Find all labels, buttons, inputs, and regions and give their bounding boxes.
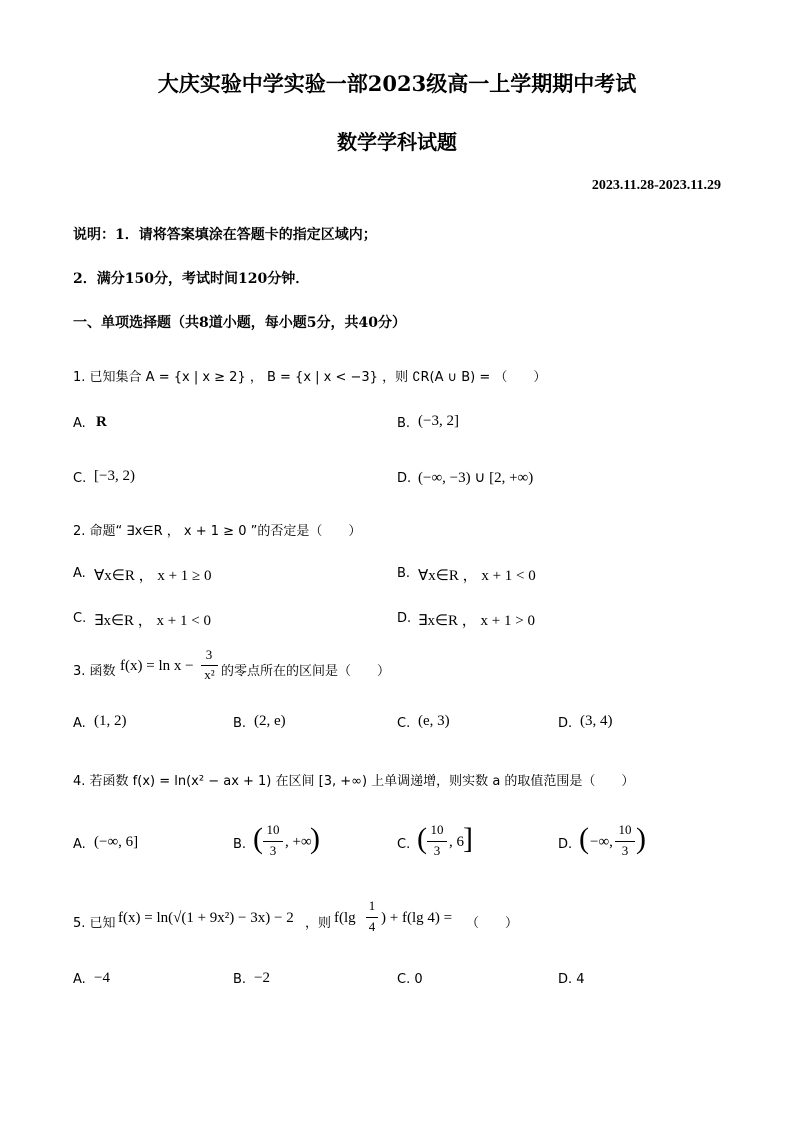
q2-option-b-label: B. — [397, 566, 411, 581]
question-5-mid: ，则 — [305, 916, 332, 931]
note-line-1: 说明：1．请将答案填涂在答题卡的指定区域内； — [73, 227, 377, 243]
q5-option-d: D. 4 — [558, 972, 585, 987]
question-3-prefix: 3. 函数 — [73, 664, 116, 679]
q4-option-c-den: 3 — [433, 843, 441, 858]
q4-option-c-label: C. — [397, 837, 411, 852]
q2-option-c: ∃x∈R ， x + 1 < 0 — [94, 613, 211, 629]
q4-option-b-tail: , +∞ — [285, 834, 312, 850]
q3-option-d-label: D. — [558, 716, 573, 731]
q5-option-b-label: B. — [233, 972, 247, 987]
q4-option-b-rparen: ) — [310, 822, 320, 855]
q1-option-a-label: A. — [73, 416, 86, 431]
q5-frac-bar — [366, 917, 378, 918]
q1-option-c: [−3, 2) — [94, 468, 135, 484]
question-3-math: f(x) = ln x − — [120, 658, 194, 674]
q2-option-a-label: A. — [73, 566, 86, 581]
question-2-stem: 2. 命题“ ∃x∈R ， x + 1 ≥ 0 ”的否定是（ ） — [73, 524, 362, 539]
q4-option-c-lparen: ( — [417, 822, 427, 855]
question-5-math: f(x) = ln(√(1 + 9x²) − 3x) − 2 — [118, 910, 294, 926]
q4-option-b-num: 10 — [266, 822, 280, 837]
q4-option-a: (−∞, 6] — [94, 834, 139, 850]
q3-option-d: (3, 4) — [580, 713, 613, 729]
q5-option-a-label: A. — [73, 972, 86, 987]
question-4-stem: 4. 若函数 f(x) = ln(x² − ax + 1) 在区间 [3, +∞) 上单调递增，则实数 a 的取值范围是（ ） — [73, 774, 635, 789]
q1-option-b-label: B. — [397, 416, 411, 431]
q4-option-d-lparen: ( — [579, 822, 589, 855]
q4-option-d-label: D. — [558, 837, 573, 852]
q5-option-c: C. 0 — [397, 972, 423, 987]
q4-option-b-lparen: ( — [253, 822, 263, 855]
q4-option-c-tail: , 6 — [449, 834, 464, 850]
q2-option-d-label: D. — [397, 611, 412, 626]
question-5-suffix: （ ） — [466, 916, 519, 931]
q3-option-b-label: B. — [233, 716, 247, 731]
q3-option-a: (1, 2) — [94, 713, 127, 729]
q2-option-d: ∃x∈R ， x + 1 > 0 — [418, 613, 535, 629]
page-subtitle: 数学学科试题 — [337, 130, 457, 154]
q4-option-b-den: 3 — [269, 843, 277, 858]
q4-option-b-bar — [263, 841, 283, 842]
q1-option-d-label: D. — [397, 471, 412, 486]
note-line-2: 2．满分150分，考试时间120分钟． — [73, 271, 310, 287]
question-5-prefix: 5. 已知 — [73, 916, 116, 931]
q1-option-d: (−∞, −3) ∪ [2, +∞) — [418, 470, 534, 486]
question-5-f-lg: f(lg — [334, 910, 356, 926]
q4-option-d-den: 3 — [621, 843, 629, 858]
q4-option-a-label: A. — [73, 837, 86, 852]
q4-option-c-rbracket: ] — [463, 822, 473, 855]
q5-frac-denominator: 4 — [368, 919, 376, 934]
q4-option-c-num: 10 — [430, 822, 444, 837]
q3-option-c: (e, 3) — [418, 713, 450, 729]
q4-option-b-label: B. — [233, 837, 247, 852]
q4-option-d-bar — [615, 841, 635, 842]
q5-option-a: −4 — [94, 970, 110, 986]
q4-option-d-rparen: ) — [636, 822, 646, 855]
section-heading: 一、单项选择题（共8道小题，每小题5分，共40分） — [73, 315, 406, 331]
q3-option-c-label: C. — [397, 716, 411, 731]
q1-option-c-label: C. — [73, 471, 87, 486]
q1-option-a: R — [96, 414, 107, 430]
q5-option-b: −2 — [254, 970, 270, 986]
q4-option-d-head: −∞, — [590, 834, 613, 850]
q2-option-a: ∀x∈R ， x + 1 ≥ 0 — [94, 568, 212, 584]
page-title: 大庆实验中学实验一部2023级高一上学期期中考试 — [157, 71, 637, 96]
q3-option-b: (2, e) — [254, 713, 286, 729]
q4-option-c-bar — [427, 841, 447, 842]
q2-option-b: ∀x∈R ， x + 1 < 0 — [418, 568, 536, 584]
q4-option-d-num: 10 — [618, 822, 632, 837]
q3-option-a-label: A. — [73, 716, 86, 731]
question-5-tail: ) + f(lg 4) = — [381, 910, 453, 926]
question-1-stem: 1. 已知集合 A = {x | x ≥ 2} ， B = {x | x < −3} ，则 ∁R(A ∪ B) = （ ） — [73, 370, 547, 385]
q5-frac-numerator: 1 — [368, 898, 376, 913]
q2-option-c-label: C. — [73, 611, 87, 626]
q3-frac-numerator: 3 — [205, 647, 213, 662]
question-3-suffix: 的零点所在的区间是（ ） — [221, 664, 391, 679]
q3-frac-bar — [201, 665, 218, 666]
exam-date: 2023.11.28-2023.11.29 — [591, 178, 721, 193]
q3-frac-denominator: x² — [204, 667, 215, 682]
q1-option-b: (−3, 2] — [418, 413, 459, 429]
